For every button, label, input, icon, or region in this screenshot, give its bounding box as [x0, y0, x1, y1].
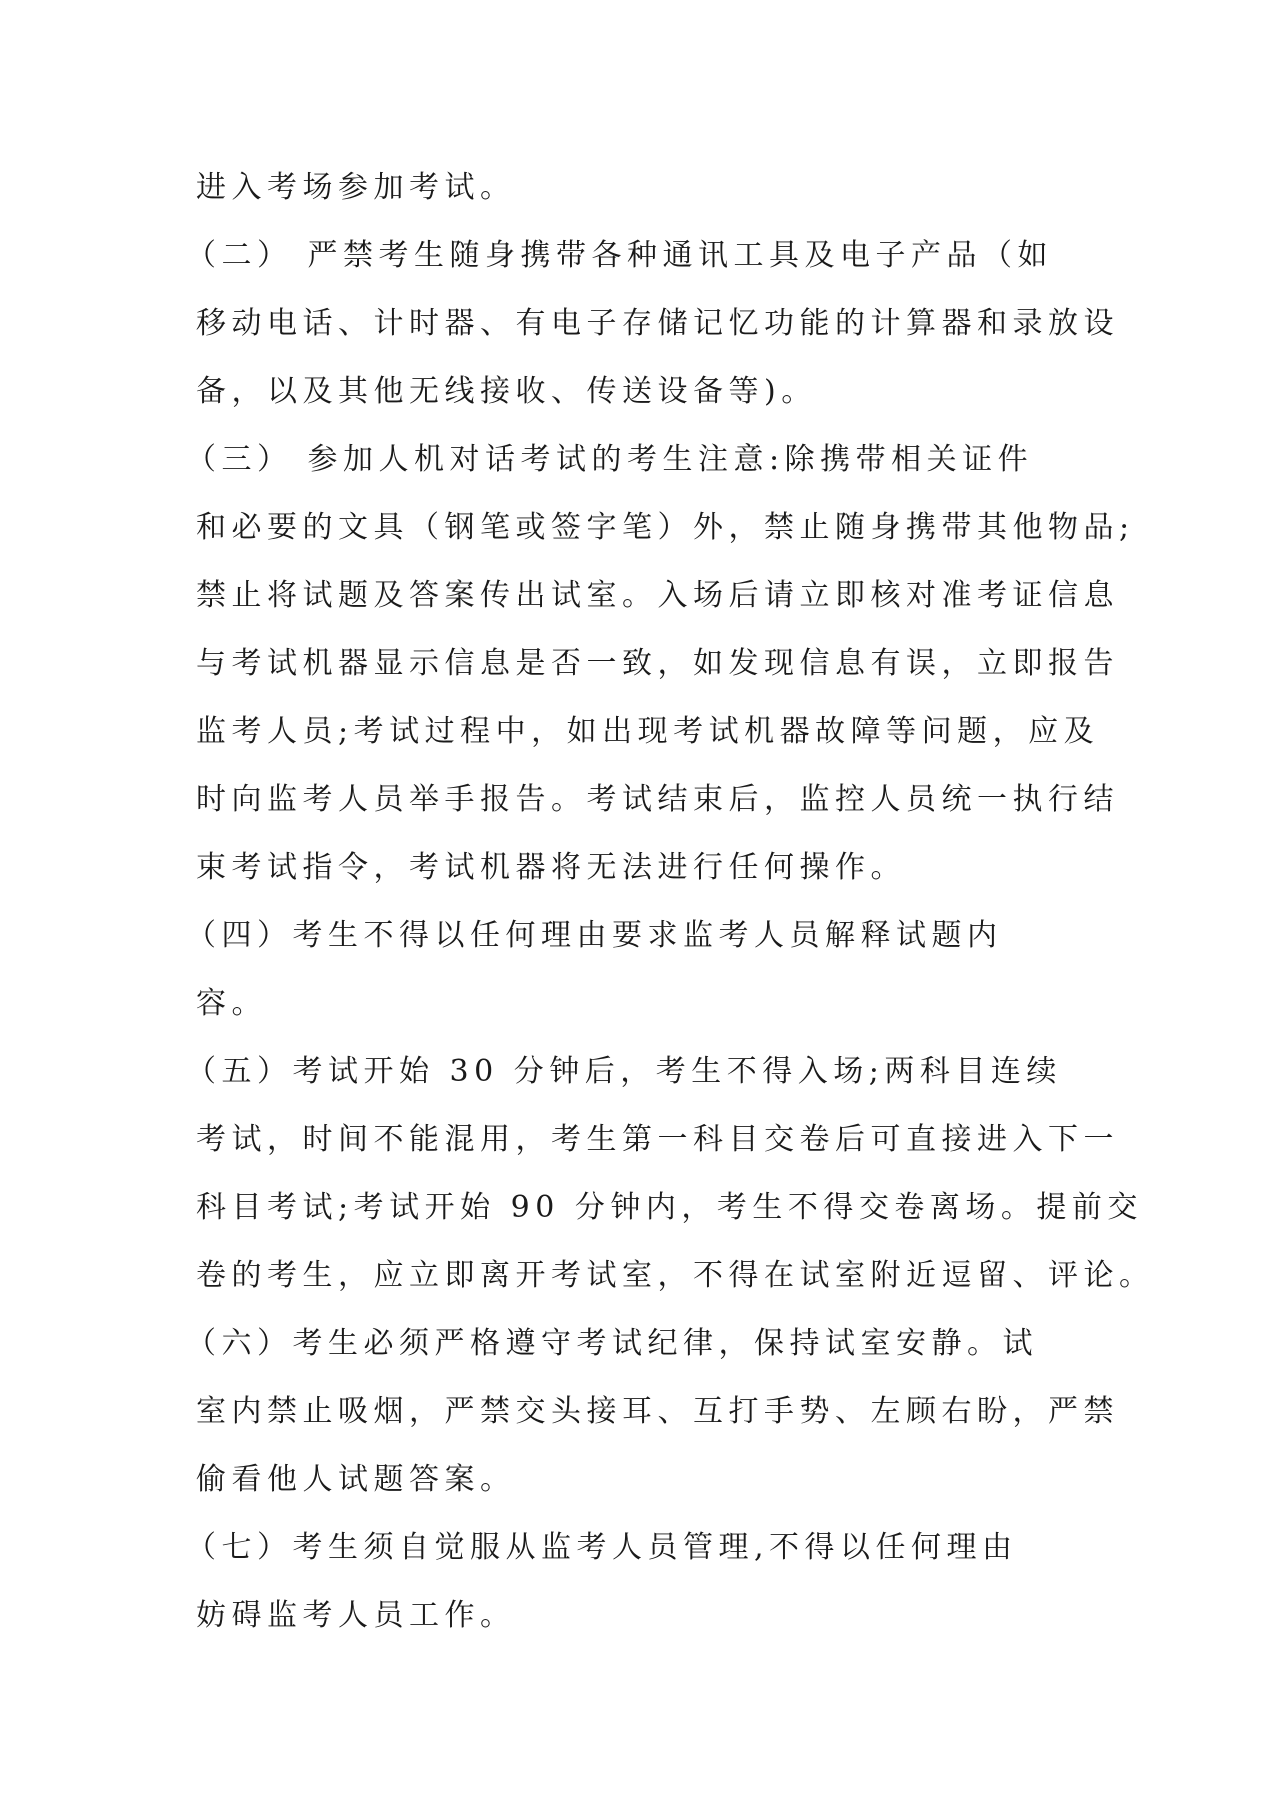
text-line-14: （五）考试开始 30 分钟后，考生不得入场;两科目连续 [186, 1054, 1062, 1089]
text-line-20: 偷看他人试题答案。 [196, 1462, 516, 1497]
text-line-4: 备，以及其他无线接收、传送设备等)。 [196, 374, 817, 409]
text-line-5: （三） 参加人机对话考试的考生注意:除携带相关证件 [186, 442, 1034, 477]
text-line-13: 容。 [196, 986, 267, 1021]
text-line-6: 和必要的文具（钢笔或签字笔）外，禁止随身携带其他物品; [196, 510, 1135, 545]
text-line-2: （二） 严禁考生随身携带各种通讯工具及电子产品（如 [186, 238, 1054, 273]
text-line-8: 与考试机器显示信息是否一致，如发现信息有误，立即报告 [196, 646, 1119, 681]
text-line-21: （七）考生须自觉服从监考人员管理,不得以任何理由 [186, 1530, 1018, 1565]
text-line-18: （六）考生必须严格遵守考试纪律，保持试室安静。试 [186, 1326, 1038, 1361]
text-line-19: 室内禁止吸烟，严禁交头接耳、互打手势、左顾右盼，严禁 [196, 1394, 1119, 1429]
text-line-11: 束考试指令，考试机器将无法进行任何操作。 [196, 850, 906, 885]
text-line-1: 进入考场参加考试。 [196, 170, 516, 205]
text-line-10: 时向监考人员举手报告。考试结束后，监控人员统一执行结 [196, 782, 1119, 817]
text-line-22: 妨碍监考人员工作。 [196, 1598, 516, 1633]
text-line-16: 科目考试;考试开始 90 分钟内，考生不得交卷离场。提前交 [196, 1190, 1143, 1225]
text-line-9: 监考人员;考试过程中，如出现考试机器故障等问题，应及 [196, 714, 1100, 749]
text-line-7: 禁止将试题及答案传出试室。入场后请立即核对准考证信息 [196, 578, 1119, 613]
text-line-17: 卷的考生，应立即离开考试室，不得在试室附近逗留、评论。 [196, 1258, 1155, 1293]
text-line-12: （四）考生不得以任何理由要求监考人员解释试题内 [186, 918, 1003, 953]
text-line-15: 考试，时间不能混用，考生第一科目交卷后可直接进入下一 [196, 1122, 1119, 1157]
text-line-3: 移动电话、计时器、有电子存储记忆功能的计算器和录放设 [196, 306, 1119, 341]
